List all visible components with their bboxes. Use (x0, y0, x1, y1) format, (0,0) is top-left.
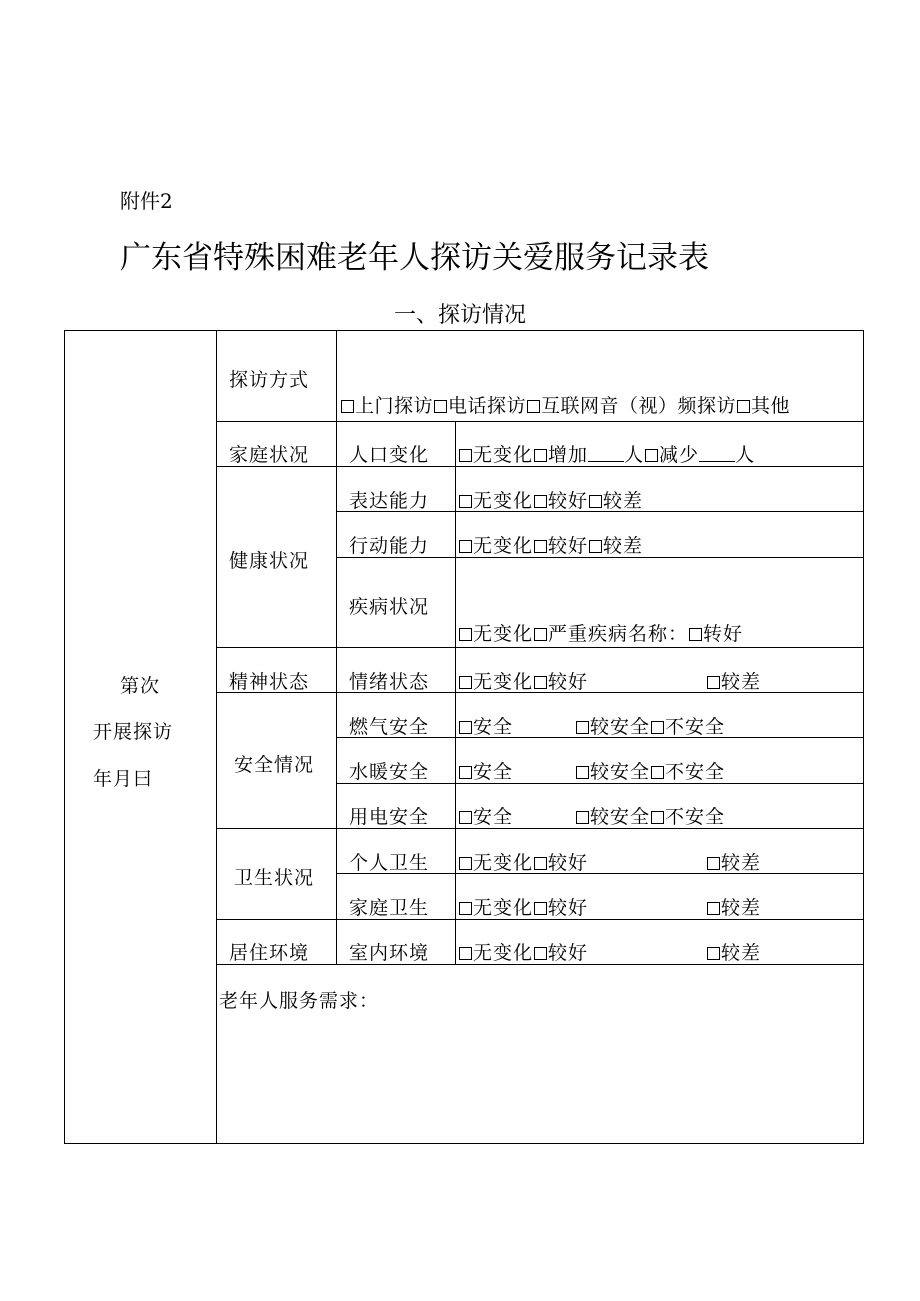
visit-date[interactable]: 年月曰 (93, 768, 154, 790)
checkbox[interactable] (534, 947, 547, 960)
checkbox[interactable] (459, 628, 472, 641)
checkbox[interactable] (459, 947, 472, 960)
checkbox[interactable] (737, 400, 750, 413)
checkbox[interactable] (651, 811, 664, 824)
checkbox[interactable] (459, 766, 472, 779)
health-label: 健康状况 (229, 550, 310, 572)
checkbox[interactable] (459, 676, 472, 689)
mental-options: 无变化 较好 (458, 667, 588, 694)
personal-option-poor: 较差 (706, 848, 761, 875)
checkbox[interactable] (459, 721, 472, 734)
gas-item: 燃气安全 (349, 716, 430, 738)
checkbox[interactable] (459, 540, 472, 553)
checkbox[interactable] (589, 540, 602, 553)
checkbox[interactable] (534, 540, 547, 553)
checkbox[interactable] (707, 947, 720, 960)
checkbox[interactable] (534, 449, 547, 462)
living-item: 室内环境 (349, 942, 430, 964)
expr-options: 无变化 较好 较差 (458, 486, 643, 513)
page-title: 广东省特殊困难老年人探访关爱服务记录表 (120, 240, 709, 276)
checkbox[interactable] (527, 400, 540, 413)
method-label: 探访方式 (229, 369, 310, 391)
safety-label: 安全情况 (234, 754, 315, 776)
checkbox[interactable] (459, 857, 472, 870)
elec-item: 用电安全 (349, 806, 430, 828)
disease-item: 疾病状况 (349, 596, 430, 618)
mental-label: 精神状态 (229, 671, 310, 693)
checkbox[interactable] (576, 721, 589, 734)
method-options: 上门探访 电话探访 互联网音（视）频探访 其他 (340, 391, 790, 418)
personal-item: 个人卫生 (349, 852, 430, 874)
checkbox[interactable] (707, 902, 720, 915)
checkbox[interactable] (459, 811, 472, 824)
water-item: 水暖安全 (349, 761, 430, 783)
checkbox[interactable] (459, 449, 472, 462)
checkbox[interactable] (651, 721, 664, 734)
move-options: 无变化 较好 较差 (458, 531, 643, 558)
home-item: 家庭卫生 (349, 897, 430, 919)
needs-label: 老年人服务需求： (219, 990, 380, 1012)
checkbox[interactable] (534, 676, 547, 689)
checkbox[interactable] (434, 400, 447, 413)
section-title: 一、探访情况 (393, 303, 526, 328)
checkbox[interactable] (459, 902, 472, 915)
checkbox[interactable] (459, 495, 472, 508)
checkbox[interactable] (341, 400, 354, 413)
visit-count[interactable]: 第次 (120, 675, 161, 697)
checkbox[interactable] (534, 495, 547, 508)
checkbox[interactable] (645, 449, 658, 462)
home-option-poor: 较差 (706, 893, 761, 920)
mental-item: 情绪状态 (349, 671, 430, 693)
gas-option-safe: 安全 (458, 712, 513, 739)
elec-option-rest: 较安全 不安全 (575, 802, 725, 829)
water-option-safe: 安全 (458, 757, 513, 784)
living-options: 无变化 较好 (458, 938, 588, 965)
water-option-rest: 较安全 不安全 (575, 757, 725, 784)
decrease-input[interactable] (699, 447, 735, 462)
checkbox[interactable] (576, 811, 589, 824)
mental-option-poor: 较差 (706, 667, 761, 694)
checkbox[interactable] (651, 766, 664, 779)
checkbox[interactable] (707, 676, 720, 689)
increase-input[interactable] (588, 447, 624, 462)
checkbox[interactable] (689, 628, 702, 641)
visit-label: 开展探访 (93, 721, 174, 743)
family-options: 无变化 增加 人 减少 人 (458, 440, 755, 467)
gas-option-rest: 较安全 不安全 (575, 712, 725, 739)
hygiene-label: 卫生状况 (234, 867, 315, 889)
checkbox[interactable] (534, 902, 547, 915)
checkbox[interactable] (589, 495, 602, 508)
elec-option-safe: 安全 (458, 802, 513, 829)
personal-options: 无变化 较好 (458, 848, 588, 875)
move-item: 行动能力 (349, 535, 430, 557)
home-options: 无变化 较好 (458, 893, 588, 920)
checkbox[interactable] (534, 628, 547, 641)
attachment-label: 附件2 (120, 189, 173, 213)
checkbox[interactable] (534, 857, 547, 870)
checkbox[interactable] (576, 766, 589, 779)
living-option-poor: 较差 (706, 938, 761, 965)
living-label: 居住环境 (229, 942, 310, 964)
family-item: 人口变化 (349, 444, 430, 466)
disease-options: 无变化 严重疾病名称： 转好 (458, 619, 743, 646)
expr-item: 表达能力 (349, 490, 430, 512)
checkbox[interactable] (707, 857, 720, 870)
family-label: 家庭状况 (229, 444, 310, 466)
